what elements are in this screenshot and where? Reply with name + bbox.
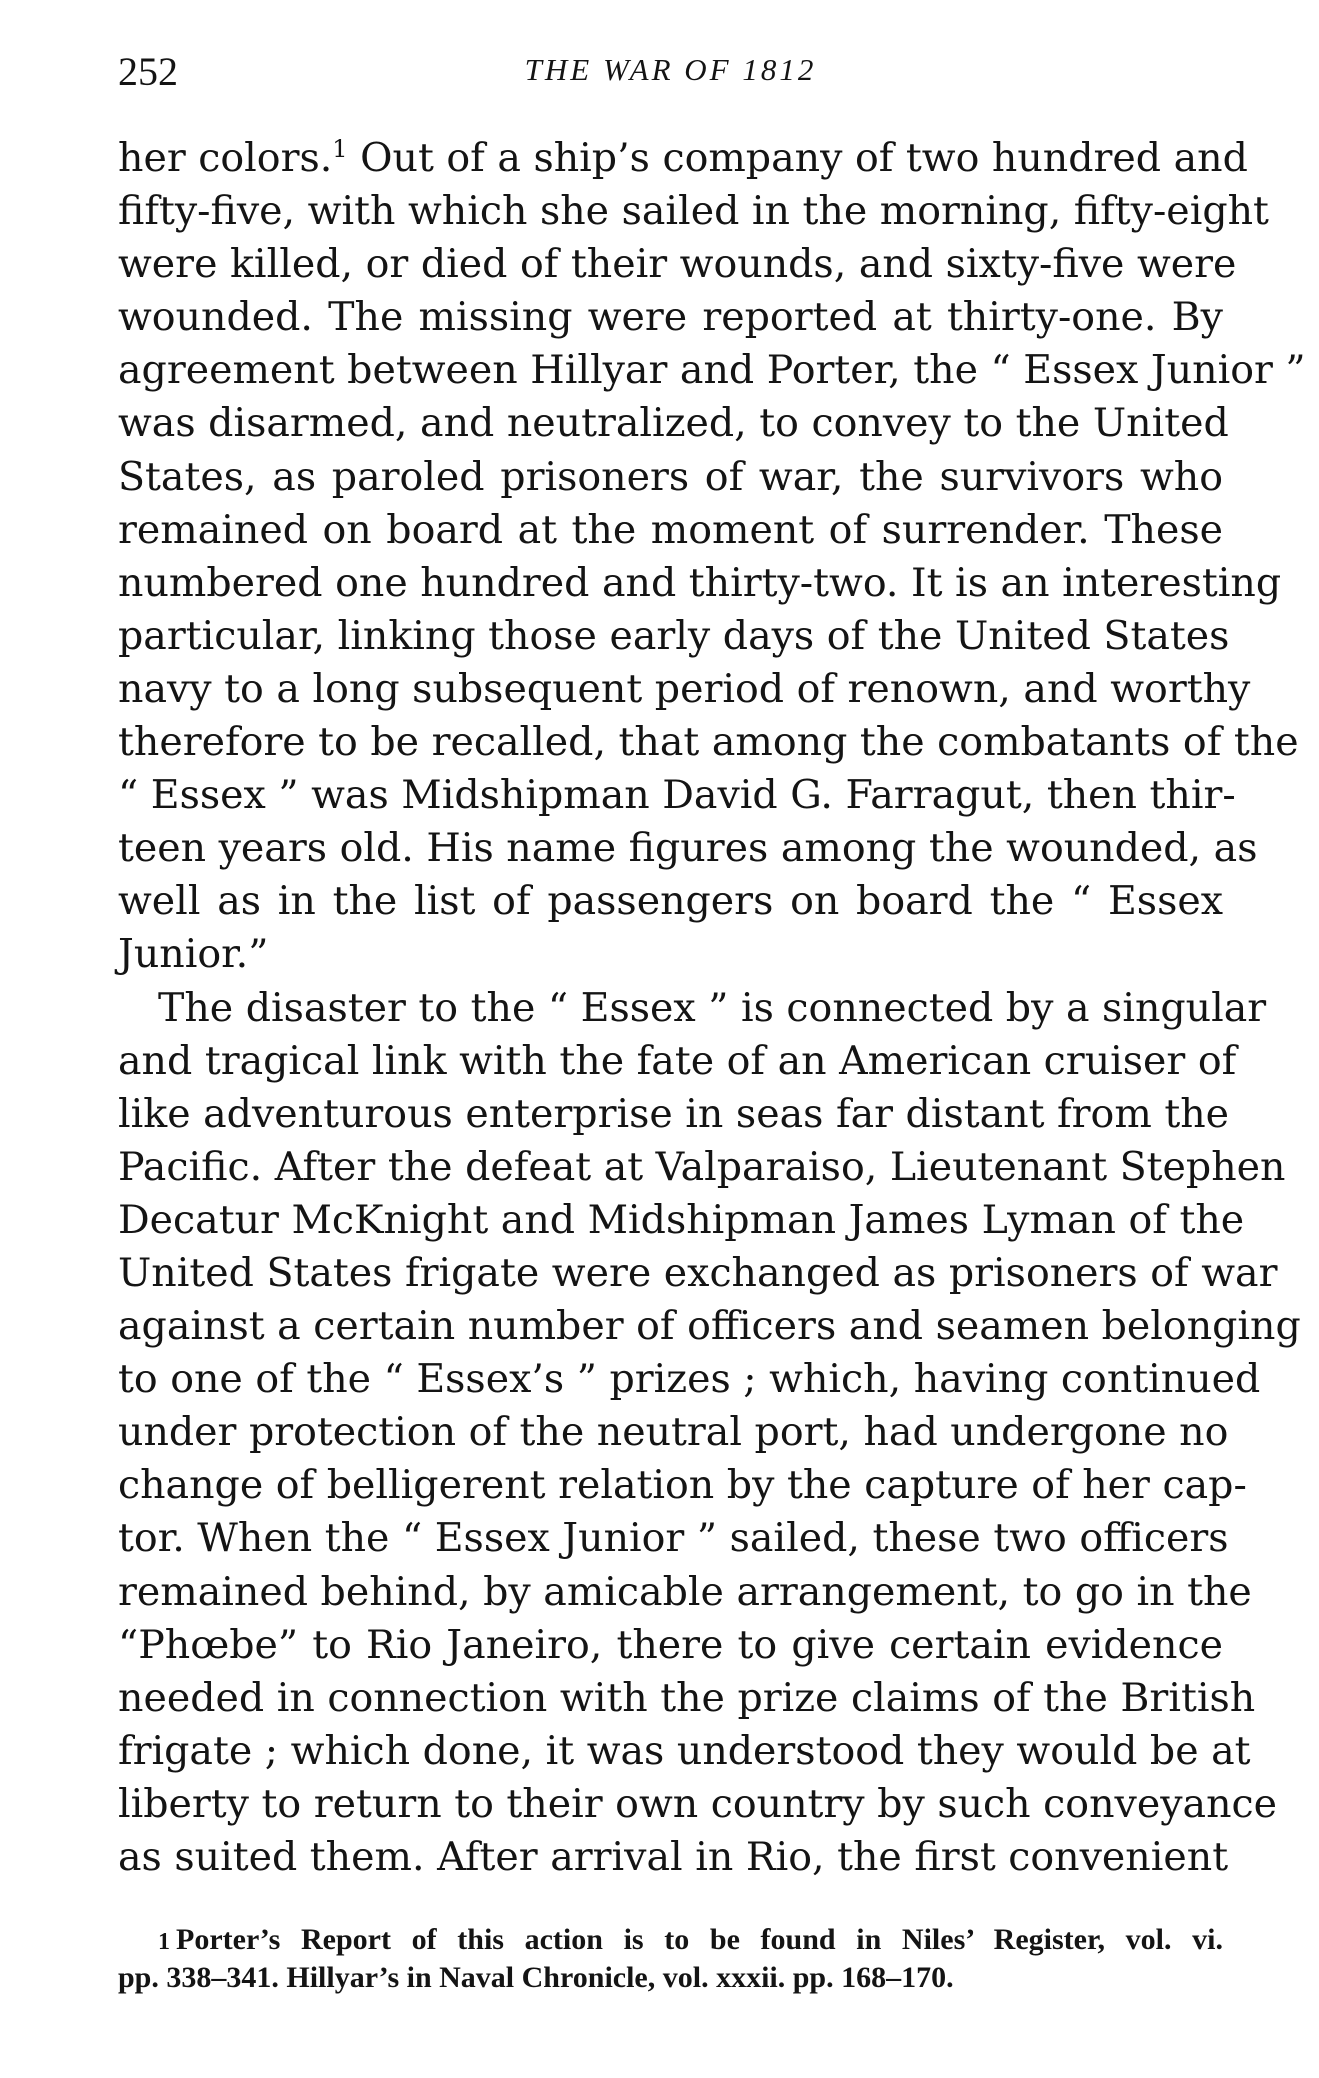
footnote-reference: 1 bbox=[332, 134, 348, 163]
text-line: change of belligerent relation by the capture of her cap- bbox=[118, 1462, 1247, 1509]
text-line: States, as paroled prisoners of war, the survivors who bbox=[118, 453, 1223, 500]
text-line: “ Essex ” was Midshipman David G. Farragut, then thir- bbox=[118, 772, 1236, 819]
text-line: under protection of the neutral port, had undergone no bbox=[118, 1409, 1229, 1456]
text-line: were killed, or died of their wounds, and sixty-five were bbox=[118, 241, 1237, 288]
text-line: numbered one hundred and thirty-two. It is an interesting bbox=[118, 559, 1282, 606]
text-line: “Phœbe” to Rio Janeiro, there to give certain evidence bbox=[118, 1621, 1223, 1668]
body-text bbox=[118, 132, 1306, 1884]
text-line: United States frigate were exchanged as prisoners of war bbox=[118, 1249, 1278, 1296]
footnote bbox=[118, 1922, 1223, 1996]
text-line: was disarmed, and neutralized, to convey to the United bbox=[118, 400, 1229, 447]
text-line: Junior.” bbox=[118, 931, 269, 978]
text-line: frigate ; which done, it was understood they would be at bbox=[118, 1727, 1251, 1774]
text-line: like adventurous enterprise in seas far distant from the bbox=[118, 1090, 1230, 1137]
text-line: remained on board at the moment of surrender. These bbox=[118, 506, 1223, 553]
footnote-text: Porter’s Report of this action is to be found in Niles’ Register, vol. vi. bbox=[176, 1923, 1223, 1956]
footnote-mark: 1 bbox=[158, 1929, 170, 1955]
text-line: therefore to be recalled, that among the combatants of the bbox=[118, 719, 1299, 766]
text-line: remained behind, by amicable arrangement, to go in the bbox=[118, 1568, 1252, 1615]
text-line: teen years old. His name figures among the wounded, as bbox=[118, 825, 1258, 872]
text-line: navy to a long subsequent period of renown, and worthy bbox=[118, 665, 1251, 712]
text-line: liberty to return to their own country by such conveyance bbox=[118, 1780, 1278, 1827]
text-line: as suited them. After arrival in Rio, the first convenient bbox=[118, 1834, 1229, 1880]
text-line: Decatur McKnight and Midshipman James Lyman of the bbox=[118, 1196, 1245, 1243]
text-line: needed in connection with the prize claims of the British bbox=[118, 1674, 1256, 1721]
text-line: The disaster to the “ Essex ” is connected by a singular bbox=[158, 984, 1267, 1031]
running-head: THE WAR OF 1812 bbox=[524, 52, 817, 87]
text-line: well as in the list of passengers on board the “ Essex bbox=[118, 878, 1223, 925]
footnote-line bbox=[118, 1922, 1223, 1960]
text-line: to one of the “ Essex’s ” prizes ; which, having continued bbox=[118, 1356, 1261, 1403]
text-segment: Out of a ship’s company of two hundred and bbox=[360, 135, 1248, 181]
text-line: fifty-five, with which she sailed in the morning, fifty-eight bbox=[118, 188, 1269, 235]
text-line: wounded. The missing were reported at thirty-one. By bbox=[118, 294, 1223, 341]
text-line: tor. When the “ Essex Junior ” sailed, these two officers bbox=[118, 1515, 1229, 1562]
text-line: particular, linking those early days of the United States bbox=[118, 612, 1230, 659]
text-line: and tragical link with the fate of an American cruiser of bbox=[118, 1037, 1237, 1084]
text-line: agreement between Hillyar and Porter, the “ Essex Junior ” bbox=[118, 347, 1306, 394]
text-line: Pacific. After the defeat at Valparaiso, Lieutenant Stephen bbox=[118, 1143, 1286, 1190]
footnote-line: pp. 338–341. Hillyar’s in Naval Chronicle, vol. xxxii. pp. 168–170. bbox=[118, 1961, 954, 1994]
text-line bbox=[118, 132, 1248, 185]
book-page bbox=[118, 48, 1306, 1884]
page-header bbox=[118, 48, 1223, 108]
page-number: 252 bbox=[118, 49, 178, 94]
text-line: against a certain number of officers and seamen belonging bbox=[118, 1303, 1301, 1350]
text-segment: her colors. bbox=[118, 135, 333, 181]
